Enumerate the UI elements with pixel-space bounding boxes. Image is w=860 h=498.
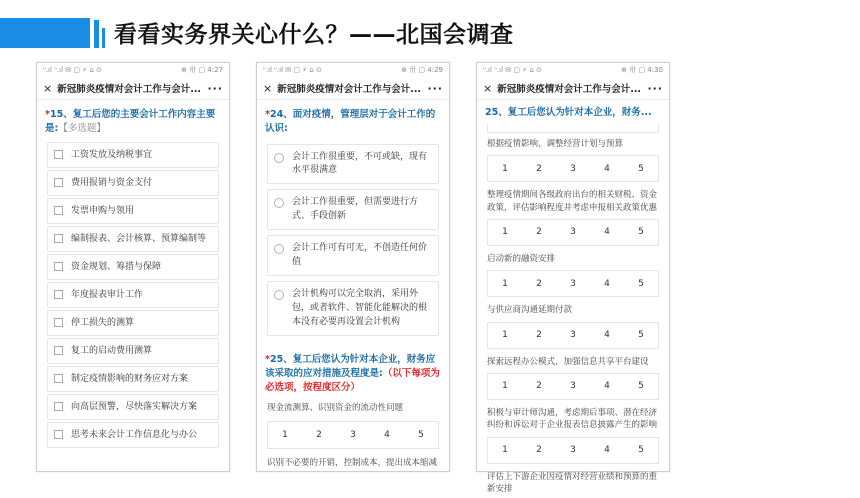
checkbox-icon[interactable] xyxy=(54,430,63,439)
rating-option[interactable]: 2 xyxy=(536,381,542,391)
checkbox-option[interactable] xyxy=(47,282,219,308)
question-hint: 【多选题】 xyxy=(58,123,106,134)
nav-bar xyxy=(477,77,669,100)
question-title-24 xyxy=(257,100,449,140)
checkbox-icon[interactable] xyxy=(54,402,63,411)
sub-item-label: 整理疫情期间各级政府出台的相关财税、资金政策，评估影响程度并考虑申报相关政策优惠 xyxy=(477,184,669,217)
rating-option[interactable]: 4 xyxy=(604,227,610,237)
rating-option[interactable]: 1 xyxy=(502,164,508,174)
signal-icons: ⁿ.ıl ⁿ.ıl ✉ ▢ ⚡ ⌂ ⊙ xyxy=(43,66,102,74)
option-label: 思考未来会计工作信息化与办公 xyxy=(71,429,197,442)
rating-scale xyxy=(487,219,659,246)
rating-option[interactable]: 4 xyxy=(384,430,390,440)
rating-option[interactable]: 4 xyxy=(604,330,610,340)
radio-option[interactable] xyxy=(267,235,439,276)
rating-option[interactable]: 4 xyxy=(604,279,610,289)
rating-option[interactable]: 2 xyxy=(536,227,542,237)
checkbox-option[interactable] xyxy=(47,198,219,224)
checkbox-icon[interactable] xyxy=(54,290,63,299)
rating-option[interactable]: 4 xyxy=(604,164,610,174)
close-icon[interactable]: × xyxy=(43,82,52,95)
checkbox-icon[interactable] xyxy=(54,178,63,187)
slide-title: 看看实务界关心什么？——北国会调查 xyxy=(114,16,514,49)
rating-option[interactable]: 2 xyxy=(536,279,542,289)
nav-bar xyxy=(257,77,449,100)
status-bar xyxy=(37,63,229,77)
rating-option[interactable]: 3 xyxy=(570,381,576,391)
rating-option[interactable]: 5 xyxy=(638,227,644,237)
option-label: 编制报表、会计核算、预算编制等 xyxy=(71,233,206,246)
phone-screenshot-q24 xyxy=(256,62,450,472)
checkbox-icon[interactable] xyxy=(54,318,63,327)
option-label: 复工的启动费用测算 xyxy=(71,345,152,358)
checkbox-icon[interactable] xyxy=(54,234,63,243)
rating-scale xyxy=(487,322,659,349)
rating-option[interactable]: 2 xyxy=(316,430,322,440)
question-text: 25、复工后您认为针对本企业，财务应该采取的应对措施及程度是: xyxy=(265,354,435,379)
rating-option[interactable]: 5 xyxy=(638,164,644,174)
rating-option[interactable]: 3 xyxy=(570,164,576,174)
rating-option[interactable]: 4 xyxy=(604,445,610,455)
option-label: 费用报销与资金支付 xyxy=(71,177,152,190)
sub-item-label: 启动新的融资安排 xyxy=(477,248,669,268)
radio-icon[interactable] xyxy=(274,244,284,254)
sub-item-label: 与供应商沟通延期付款 xyxy=(477,299,669,319)
phone-screenshot-q25 xyxy=(476,62,670,472)
rating-option[interactable]: 2 xyxy=(536,164,542,174)
rating-option[interactable]: 2 xyxy=(536,330,542,340)
option-label: 停工损失的测算 xyxy=(71,317,134,330)
radio-icon[interactable] xyxy=(274,153,284,163)
rating-option[interactable]: 1 xyxy=(502,445,508,455)
signal-icons: ⁿ.ıl ⁿ.ıl ✉ ▢ ⚡ ⌂ ⊙ xyxy=(263,66,322,74)
option-label: 年度报表审计工作 xyxy=(71,289,143,302)
sub-item-label-partial: 识别不必要的开销，控制成本，提出成本缩减 xyxy=(257,449,449,473)
required-mark: * xyxy=(265,354,270,365)
rating-option[interactable]: 5 xyxy=(418,430,424,440)
close-icon[interactable]: × xyxy=(483,82,492,95)
rating-scale xyxy=(267,421,439,449)
option-label: 会计工作很重要，但需要进行方式、手段创新 xyxy=(292,196,432,224)
checkbox-option[interactable] xyxy=(47,254,219,280)
checkbox-option[interactable] xyxy=(47,422,219,448)
rating-scale-partial xyxy=(487,124,659,133)
rating-scale xyxy=(487,270,659,297)
rating-option[interactable]: 3 xyxy=(570,445,576,455)
radio-icon[interactable] xyxy=(274,290,284,300)
option-label: 制定疫情影响的财务应对方案 xyxy=(71,373,188,386)
question-title-25 xyxy=(257,341,449,398)
question-text: 24、面对疫情，管理层对于会计工作的认识: xyxy=(265,109,435,134)
rating-scale xyxy=(487,373,659,400)
option-label: 工资发放及纳税事宜 xyxy=(71,149,152,162)
option-label: 向高层预警，尽快落实解决方案 xyxy=(71,401,197,414)
checkbox-icon[interactable] xyxy=(54,206,63,215)
more-icon[interactable]: ··· xyxy=(647,82,663,95)
question-text: 15、复工后您的主要会计工作内容主要是: xyxy=(45,109,215,134)
option-label: 资金规划、筹措与保障 xyxy=(71,261,161,274)
nav-bar xyxy=(37,77,229,100)
nav-title: 新冠肺炎疫情对会计工作与会计... xyxy=(57,81,203,95)
sub-item-label: 根据疫情影响，调整经营计划与预算 xyxy=(477,133,669,153)
option-label: 会计机构可以完全取消，采用外包，或者软件、智能化能解决的根本没有必要再设置会计机构 xyxy=(292,288,432,330)
rating-option[interactable]: 3 xyxy=(570,227,576,237)
question-red-hint: （以下每项为必选项，按程度区分） xyxy=(265,368,440,393)
checkbox-option[interactable] xyxy=(47,226,219,252)
rating-option[interactable]: 1 xyxy=(502,330,508,340)
rating-option[interactable]: 1 xyxy=(502,279,508,289)
status-time: ⊕ 卅 ▢ 4:29 xyxy=(401,65,443,75)
sub-item-label: 探索远程办公模式，加强信息共享平台建设 xyxy=(477,351,669,371)
title-accent-stripe xyxy=(94,20,99,48)
rating-option[interactable]: 1 xyxy=(502,381,508,391)
rating-option[interactable]: 1 xyxy=(282,430,288,440)
option-label: 会计工作很重要，不可或缺，现有水平很满意 xyxy=(292,151,432,179)
rating-option[interactable]: 1 xyxy=(502,227,508,237)
checkbox-icon[interactable] xyxy=(54,346,63,355)
checkbox-option[interactable] xyxy=(47,170,219,196)
rating-option[interactable]: 2 xyxy=(536,445,542,455)
option-label: 会计工作可有可无，不创造任何价值 xyxy=(292,242,432,270)
radio-option[interactable] xyxy=(267,189,439,230)
checkbox-option[interactable] xyxy=(47,338,219,364)
radio-list xyxy=(257,140,449,336)
checkbox-list xyxy=(37,140,229,448)
phone-screenshot-q15 xyxy=(36,62,230,472)
required-mark: * xyxy=(45,109,50,120)
rating-option[interactable]: 5 xyxy=(638,381,644,391)
checkbox-option[interactable] xyxy=(47,366,219,392)
sub-item-label: 现金流测算、识别资金的流动性问题 xyxy=(257,398,449,418)
status-bar xyxy=(257,63,449,77)
checkbox-option[interactable] xyxy=(47,310,219,336)
title-accent-stripe-small xyxy=(102,28,105,48)
more-icon[interactable]: ··· xyxy=(207,82,223,95)
rating-option[interactable]: 5 xyxy=(638,445,644,455)
checkbox-icon[interactable] xyxy=(54,262,63,271)
status-time: ⊕ 卅 ▢ 4:27 xyxy=(181,65,223,75)
checkbox-option[interactable] xyxy=(47,142,219,168)
rating-scale xyxy=(487,437,659,464)
status-time: ⊕ 卅 ▢ 4:30 xyxy=(621,65,663,75)
rating-option[interactable]: 5 xyxy=(638,279,644,289)
checkbox-icon[interactable] xyxy=(54,150,63,159)
title-accent-bar xyxy=(0,18,90,48)
radio-option[interactable] xyxy=(267,281,439,336)
rating-option[interactable]: 3 xyxy=(570,279,576,289)
question-title-25-continued: 25、复工后您认为针对本企业，财务... xyxy=(477,100,669,124)
rating-scale xyxy=(487,155,659,182)
close-icon[interactable]: × xyxy=(263,82,272,95)
rating-option[interactable]: 3 xyxy=(570,330,576,340)
required-mark: * xyxy=(265,109,270,120)
checkbox-option[interactable] xyxy=(47,394,219,420)
radio-icon[interactable] xyxy=(274,198,284,208)
rating-option[interactable]: 3 xyxy=(350,430,356,440)
radio-option[interactable] xyxy=(267,144,439,185)
sub-item-label: 评估上下游企业因疫情对经营业绩和预算的重新安排 xyxy=(477,466,669,498)
more-icon[interactable]: ··· xyxy=(427,82,443,95)
signal-icons: ⁿ.ıl ⁿ.ıl ✉ ▢ ⚡ ⌂ ⊙ xyxy=(483,66,542,74)
nav-title: 新冠肺炎疫情对会计工作与会计... xyxy=(277,81,423,95)
rating-option[interactable]: 4 xyxy=(604,381,610,391)
checkbox-icon[interactable] xyxy=(54,374,63,383)
option-label: 发票申购与领用 xyxy=(71,205,134,218)
rating-option[interactable]: 5 xyxy=(638,330,644,340)
status-bar xyxy=(477,63,669,77)
question-title xyxy=(37,100,229,140)
sub-item-label: 积极与审计师沟通，考虑期后事项、潜在经济纠纷和诉讼对于企业报表信息披露产生的影响 xyxy=(477,402,669,435)
nav-title: 新冠肺炎疫情对会计工作与会计... xyxy=(497,81,643,95)
